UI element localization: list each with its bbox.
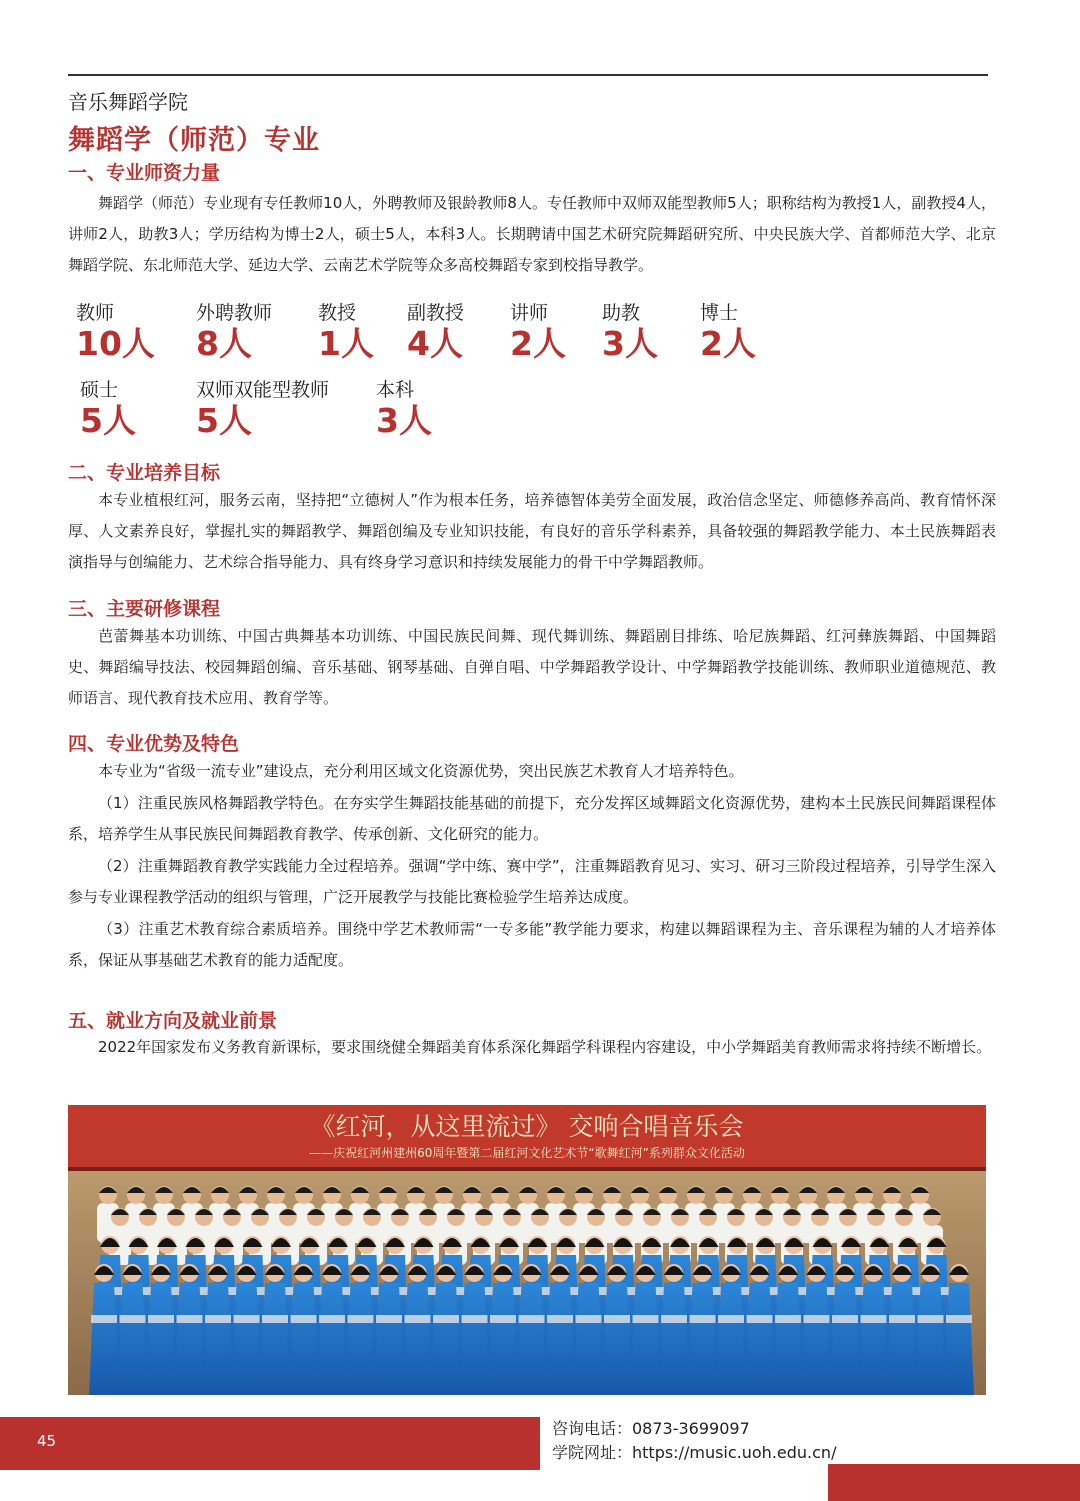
singer-sash [804, 1315, 830, 1323]
advantages-intro: 本专业为“省级一流专业”建设点，充分利用区域文化资源优势，突出民族艺术教育人才培养特色。 [98, 762, 744, 780]
singer-dress [89, 1283, 119, 1395]
singer-dress [631, 1283, 661, 1395]
singer-sash [889, 1315, 915, 1323]
stat-value: 2人 [510, 324, 566, 363]
singer-dress [431, 1283, 461, 1395]
stat-value: 10人 [76, 324, 155, 363]
stat-external-teachers [196, 298, 272, 363]
stat-teachers [76, 298, 155, 363]
contact-phone: 咨询电话：0873-3699097 [552, 1419, 750, 1438]
singer-dress [716, 1283, 746, 1395]
singer-sash [604, 1315, 630, 1323]
college-website[interactable]: 学院网址：https://music.uoh.edu.cn/ [552, 1443, 837, 1462]
stat-value: 4人 [407, 324, 463, 363]
singer-sash [91, 1315, 117, 1323]
banner-subtitle: ——庆祝红河州建州60周年暨第二届红河文化艺术节“歌舞红河”系列群众文化活动 [309, 1146, 745, 1160]
singer-sash [690, 1315, 716, 1323]
singer-sash [462, 1315, 488, 1323]
singer-dress [659, 1283, 689, 1395]
page-title: 舞蹈学（师范）专业 [68, 125, 320, 156]
singer-dress [146, 1283, 176, 1395]
singer-dress [460, 1283, 490, 1395]
courses-paragraph: 芭蕾舞基本功训练、中国古典舞基本功训练、中国民族民间舞、现代舞训练、舞蹈剧目排练、哈尼族舞蹈、红河彝族舞蹈、中国舞蹈史、舞蹈编导技法、校园舞蹈创编、音乐基础、钢琴基础、自弹自唱、中学舞蹈教学设计、中学舞蹈教学技能训练、教师职业道德规范、教师语言、现代教育技术应用、教育学等。 [68, 627, 996, 707]
choir-photo [68, 1105, 986, 1395]
singer-dress [916, 1283, 946, 1395]
singer-dress [574, 1283, 604, 1395]
singer-dress [175, 1283, 205, 1395]
banner-title: 《红河，从这里流过》 交响合唱音乐会 [310, 1112, 744, 1141]
section-heading-courses: 三、主要研修课程 [68, 598, 221, 620]
singer-dress [859, 1283, 889, 1395]
singer-sash [775, 1315, 801, 1323]
singer-sash [946, 1315, 972, 1323]
singer-dress [802, 1283, 832, 1395]
top-rule [68, 74, 988, 76]
singer-sash [861, 1315, 887, 1323]
singer-sash [234, 1315, 260, 1323]
stat-value: 3人 [602, 324, 658, 363]
stat-professors [318, 298, 374, 363]
singer-dress [517, 1283, 547, 1395]
stat-label: 双师双能型教师 [196, 379, 330, 401]
singer-dress [118, 1283, 148, 1395]
college-name: 音乐舞蹈学院 [68, 90, 188, 114]
singer-sash [490, 1315, 516, 1323]
footer-bar-right [828, 1464, 1080, 1501]
singer-sash [120, 1315, 146, 1323]
section-heading-advantages: 四、专业优势及特色 [68, 733, 240, 755]
singer-sash [747, 1315, 773, 1323]
section-heading-goals: 二、专业培养目标 [68, 462, 221, 484]
stat-value: 3人 [376, 401, 432, 440]
footer-bar-left [0, 1417, 540, 1470]
singer-sash [177, 1315, 203, 1323]
singer-sash [547, 1315, 573, 1323]
goals-paragraph: 本专业植根红河，服务云南，坚持把“立德树人”作为根本任务，培养德智体美劳全面发展，政治信念坚定、师德修养高尚、教育情怀深厚、人文素养良好，掌握扎实的舞蹈教学、舞蹈创编及专业知识技能，有良好的音乐学科素养，具备较强的舞蹈教学能力、本土民族舞蹈表演指导与创编能力、艺术综合指导能力、具有终身学习意识和持续发展能力的骨干中学舞蹈教师。 [68, 491, 996, 571]
singer-sash [348, 1315, 374, 1323]
singer-sash [576, 1315, 602, 1323]
stat-value: 5人 [80, 401, 136, 440]
stat-bachelors [376, 375, 432, 440]
singer-dress [317, 1283, 347, 1395]
singer-dress [830, 1283, 860, 1395]
singer-sash [918, 1315, 944, 1323]
stat-label: 硕士 [80, 379, 119, 401]
singer-sash [291, 1315, 317, 1323]
singer-sash [718, 1315, 744, 1323]
singer-dress [602, 1283, 632, 1395]
singer-dress [688, 1283, 718, 1395]
stat-label: 助教 [602, 302, 641, 324]
singer-dress [232, 1283, 262, 1395]
singer-dress [203, 1283, 233, 1395]
singer-sash [205, 1315, 231, 1323]
stat-label: 副教授 [407, 302, 465, 324]
stat-label: 外聘教师 [196, 302, 273, 324]
stat-lecturers [510, 298, 566, 363]
section-heading-employment: 五、就业方向及就业前景 [68, 1010, 278, 1032]
singer-dress [403, 1283, 433, 1395]
singer-dress [773, 1283, 803, 1395]
stat-label: 本科 [376, 379, 415, 401]
singer-sash [661, 1315, 687, 1323]
singer-sash [832, 1315, 858, 1323]
singer-sash [148, 1315, 174, 1323]
stat-associate-professors [407, 298, 464, 363]
singer-sash [319, 1315, 345, 1323]
advantage-item-1: （1）注重民族风格舞蹈教学特色。在夯实学生舞蹈技能基础的前提下，充分发挥区域舞蹈文化资源优势，建构本土民族民间舞蹈课程体系，培养学生从事民族民间舞蹈教育教学、传承创新、文化研究的能力。 [68, 794, 996, 843]
stat-dual-qualified [196, 375, 329, 440]
singer-sash [633, 1315, 659, 1323]
singer-sash [262, 1315, 288, 1323]
stat-doctors [700, 298, 756, 363]
stat-value: 1人 [318, 324, 374, 363]
singer-sash [376, 1315, 402, 1323]
singer-dress [289, 1283, 319, 1395]
stat-label: 讲师 [510, 302, 549, 324]
singer-dress [545, 1283, 575, 1395]
choir-photo-illustration [68, 1105, 986, 1395]
advantage-item-2: （2）注重舞蹈教育教学实践能力全过程培养。强调“学中练、赛中学”，注重舞蹈教育见习、实习、研习三阶段过程培养，引导学生深入参与专业课程教学活动的组织与管理，广泛开展教学与技能比赛检验学生培养达成度。 [68, 857, 996, 906]
advantage-item-3: （3）注重艺术教育综合素质培养。围绕中学艺术教师需“一专多能”教学能力要求，构建以舞蹈课程为主、音乐课程为辅的人才培养体系，保证从事基础艺术教育的能力适配度。 [68, 920, 996, 969]
stat-label: 教师 [76, 302, 115, 324]
stat-value: 5人 [196, 401, 252, 440]
stat-masters [80, 375, 136, 440]
singer-dress [944, 1283, 974, 1395]
singer-dress [374, 1283, 404, 1395]
singer-dress [488, 1283, 518, 1395]
stat-value: 8人 [196, 324, 252, 363]
singer-sash [405, 1315, 431, 1323]
singer-dress [346, 1283, 376, 1395]
singer-sash [433, 1315, 459, 1323]
stat-value: 2人 [700, 324, 756, 363]
section-heading-faculty: 一、专业师资力量 [68, 162, 221, 184]
singer-dress [887, 1283, 917, 1395]
employment-paragraph: 2022年国家发布义务教育新课标，要求围绕健全舞蹈美育体系深化舞蹈学科课程内容建设，中小学舞蹈美育教师需求将持续不断增长。 [98, 1038, 992, 1056]
page-number: 45 [37, 1432, 57, 1450]
singer-sash [519, 1315, 545, 1323]
faculty-paragraph: 舞蹈学（师范）专业现有专任教师10人，外聘教师及银龄教师8人。专任教师中双师双能型教师5人；职称结构为教授1人，副教授4人，讲师2人，助教3人；学历结构为博士2人，硕士5人，本科3人。长期聘请中国艺术研究院舞蹈研究所、中央民族大学、首都师范大学、北京舞蹈学院、东北师范大学、延边大学、云南艺术学院等众多高校舞蹈专家到校指导教学。 [68, 194, 996, 274]
singer-dress [745, 1283, 775, 1395]
stat-label: 教授 [318, 302, 357, 324]
stat-label: 博士 [700, 302, 739, 324]
stat-assistants [602, 298, 658, 363]
singer-dress [260, 1283, 290, 1395]
